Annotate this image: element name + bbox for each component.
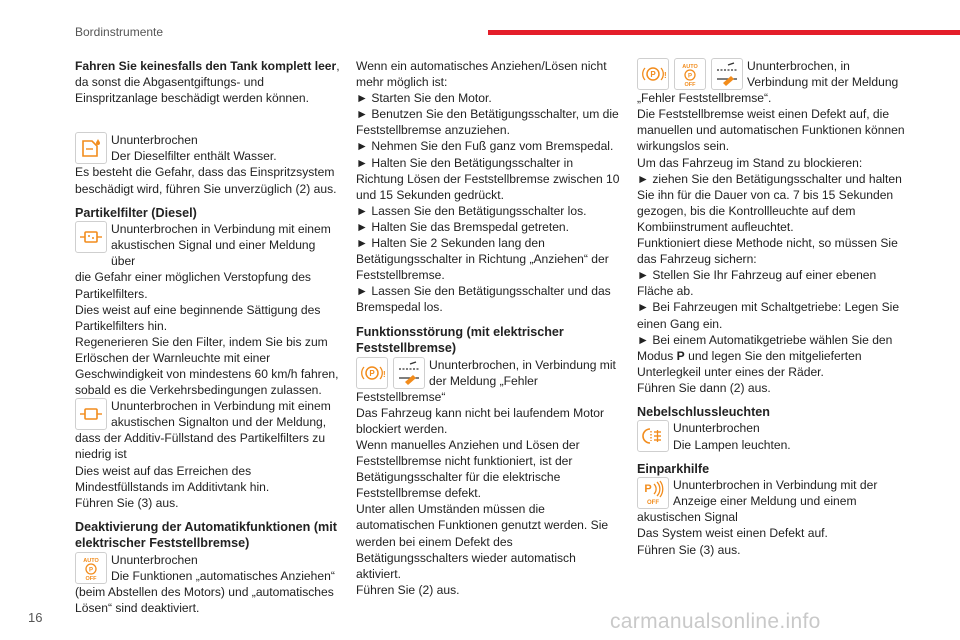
brake-warning-icon	[356, 357, 388, 389]
step-6: ► Halten Sie das Bremspedal getreten.	[356, 219, 570, 234]
particle-filter-icon	[75, 398, 107, 430]
defect-text-2: Die Feststellbremse weist einen Defekt auf, die manuellen und automatischen Funktionen können wirkungslos sein.	[637, 107, 905, 154]
defect-step-1: ► ziehen Sie den Betätigungsschalter und halten Sie ihn für die Dauer von ca. 7 bis 15 Sekunden gezogen, bis die Kontrollleuchte auf dem Kombiinstrument aufleuchtet.	[637, 171, 902, 234]
defect-step-2: ► Stellen Sie Ihr Fahrzeug auf einer ebenen Fläche ab.	[637, 268, 877, 299]
step-4: ► Halten Sie den Betätigungsschalter in Richtung Lösen der Feststellbremse zwischen 10 und 15 Sekunden gedrückt.	[356, 155, 620, 202]
release-intro: Wenn ein automatisches Anziehen/Lösen nicht mehr möglich ist:	[356, 59, 607, 90]
defect-line-2: Verbindung mit der Meldung	[747, 75, 899, 90]
park-line-1: Ununterbrochen in Verbindung mit der	[673, 478, 878, 493]
park-block	[637, 477, 907, 509]
auto-off-icon	[674, 58, 706, 90]
dpf-block-2	[75, 398, 340, 430]
fault-text-3: Wenn manuelles Anziehen und Lösen der Feststellbremse nicht funktioniert, ist der Betätigungsschalter für die elektrische Feststellbremse defekt.	[356, 437, 580, 501]
dpf-text-4: dass der Additiv-Füllstand des Partikelfilters zu niedrig ist	[75, 431, 326, 462]
fault-text-5: Führen Sie (2) aus.	[356, 582, 460, 597]
park-line-2: Anzeige einer Meldung und einem	[673, 494, 857, 509]
water-line-2: Der Dieselfilter enthält Wasser.	[111, 149, 277, 164]
svg-text:OFF: OFF	[85, 575, 97, 582]
header-title: Bordinstrumente	[75, 25, 164, 39]
dpf-text-2: Dies weist auf eine beginnende Sättigung des Partikelfilters hin.	[75, 302, 321, 333]
park-text-3: Führen Sie (3) aus.	[637, 542, 741, 557]
step-2: ► Benutzen Sie den Betätigungsschalter, um die Feststellbremse anzuziehen.	[356, 107, 619, 138]
fault-block	[356, 357, 622, 389]
park-heading: Einparkhilfe	[637, 461, 710, 476]
dpf-line-2: akustischen Signal und einer Meldung über	[111, 238, 316, 269]
defect-step-3: ► Bei Fahrzeugen mit Schaltgetriebe: Legen Sie einen Gang ein.	[637, 300, 900, 331]
fault-heading: Funktionsstörung (mit elektrischer Feststellbremse)	[356, 324, 564, 355]
column-1	[75, 58, 340, 616]
parking-switch-icon	[393, 357, 425, 389]
svg-text:OFF: OFF	[647, 500, 659, 507]
auto-text: (beim Abstellen des Motors) und „automatisches Lösen“ sind deaktiviert.	[75, 585, 334, 616]
step-8: ► Lassen Sie den Betätigungsschalter und das Bremspedal los.	[356, 284, 611, 315]
svg-text:P: P	[88, 567, 94, 574]
defect-text-3: Um das Fahrzeug im Stand zu blockieren:	[637, 155, 863, 170]
dpf-text-5: Dies weist auf das Erreichen des Mindestfüllstands im Additivtank hin.	[75, 463, 270, 494]
park-assist-off-icon	[637, 477, 669, 509]
park-text-2: Das System weist einen Defekt auf.	[637, 526, 828, 541]
defect-text-4: Funktioniert diese Methode nicht, so müssen Sie das Fahrzeug sichern:	[637, 236, 898, 267]
brake-warning-icon	[637, 58, 669, 90]
step-7: ► Halten Sie 2 Sekunden lang den Betätigungsschalter in Richtung „Anziehen“ der Feststellbremse.	[356, 236, 609, 283]
svg-text:P: P	[687, 73, 693, 80]
column-2	[356, 58, 622, 598]
step-5: ► Lassen Sie den Betätigungsschalter los.	[356, 203, 587, 218]
svg-text:OFF: OFF	[684, 82, 696, 88]
particle-filter-icon	[75, 221, 107, 253]
svg-text:P: P	[650, 70, 656, 79]
defect-step-4: ► Bei einem Automatikgetriebe wählen Sie den Modus P und legen Sie den mitgelieferten Unterlegkeil unter eines der Räder.	[637, 332, 893, 379]
dpf-block-1	[75, 221, 340, 269]
auto-off-icon	[75, 552, 107, 584]
defect-text-1: „Fehler Feststellbremse“.	[637, 91, 772, 106]
fault-text-2: Das Fahrzeug kann nicht bei laufendem Motor blockiert werden.	[356, 405, 605, 436]
fault-line-2: der Meldung „Fehler	[429, 373, 538, 388]
step-3: ► Nehmen Sie den Fuß ganz vom Bremspedal.	[356, 139, 614, 154]
fuel-warning-text: , da sonst die Abgasentgiftungs- und Einspritzanlage beschädigt werden können.	[75, 59, 340, 106]
fuel-warning-paragraph	[75, 58, 340, 106]
page-number: 16	[28, 610, 43, 625]
dpf-line-4: akustischen Signalton und der Meldung,	[111, 415, 327, 430]
svg-text:P: P	[369, 368, 375, 378]
auto-heading: Deaktivierung der Automatikfunktionen (mit elektrischer Feststellbremse)	[75, 519, 337, 551]
defect-line-1: Ununterbrochen, in	[747, 59, 850, 73]
parking-switch-icon	[711, 58, 743, 90]
water-in-diesel-icon	[75, 132, 107, 164]
rear-fog-light-icon	[637, 420, 669, 452]
dpf-text-6: Führen Sie (3) aus.	[75, 495, 179, 510]
defect-text-5: Führen Sie dann (2) aus.	[637, 380, 771, 395]
dpf-text-1: die Gefahr einer möglichen Verstopfung des Partikelfilters.	[75, 270, 311, 301]
svg-text:AUTO: AUTO	[83, 557, 99, 564]
svg-text:!: !	[383, 369, 386, 379]
fuel-warning-bold: Fahren Sie keinesfalls den Tank komplett leer	[75, 59, 337, 73]
watermark: carmanualsonline.info	[610, 610, 821, 633]
auto-block	[75, 552, 340, 584]
fog-line-2: Die Lampen leuchten.	[673, 437, 791, 452]
dpf-line-3: Ununterbrochen in Verbindung mit einem	[111, 399, 331, 414]
step-1: ► Starten Sie den Motor.	[356, 91, 492, 106]
brake-defect-block	[637, 58, 907, 90]
fog-line-1: Ununterbrochen	[673, 421, 760, 436]
fault-text-4: Unter allen Umständen müssen die automatischen Funktionen genutzt werden. Sie werden bei einem Defekt des Betätigungsschalters wieder automatisch aktiviert.	[356, 502, 609, 581]
water-line-1: Ununterbrochen	[111, 133, 198, 148]
column-3	[637, 58, 907, 558]
fog-block	[637, 420, 907, 452]
auto-line-1: Ununterbrochen	[111, 552, 198, 567]
dpf-line-1: Ununterbrochen in Verbindung mit einem	[111, 222, 331, 237]
svg-text:AUTO: AUTO	[682, 64, 698, 70]
header-accent-bar	[488, 30, 960, 35]
park-text-1: akustischen Signal	[637, 510, 738, 525]
fog-heading: Nebelschlussleuchten	[637, 404, 770, 419]
water-in-diesel-block	[75, 132, 340, 196]
water-text: Es besteht die Gefahr, dass das Einspritzsystem beschädigt wird, führen Sie unverzüglich (2) aus.	[75, 165, 337, 196]
dpf-heading: Partikelfilter (Diesel)	[75, 205, 197, 220]
auto-line-2: Die Funktionen „automatisches Anziehen“	[111, 568, 335, 583]
svg-text:!: !	[664, 71, 667, 80]
fault-text-1: Feststellbremse“	[356, 389, 446, 404]
fault-line-1: Ununterbrochen, in Verbindung mit	[429, 357, 616, 372]
dpf-text-3: Regenerieren Sie den Filter, indem Sie bis zum Erlöschen der Warnleuchte mit einer Geschwindigkeit von mindestens 60 km/h fahren, sobald es die Verkehrsbedingungen zulassen.	[75, 334, 339, 398]
svg-text:P: P	[644, 483, 652, 496]
